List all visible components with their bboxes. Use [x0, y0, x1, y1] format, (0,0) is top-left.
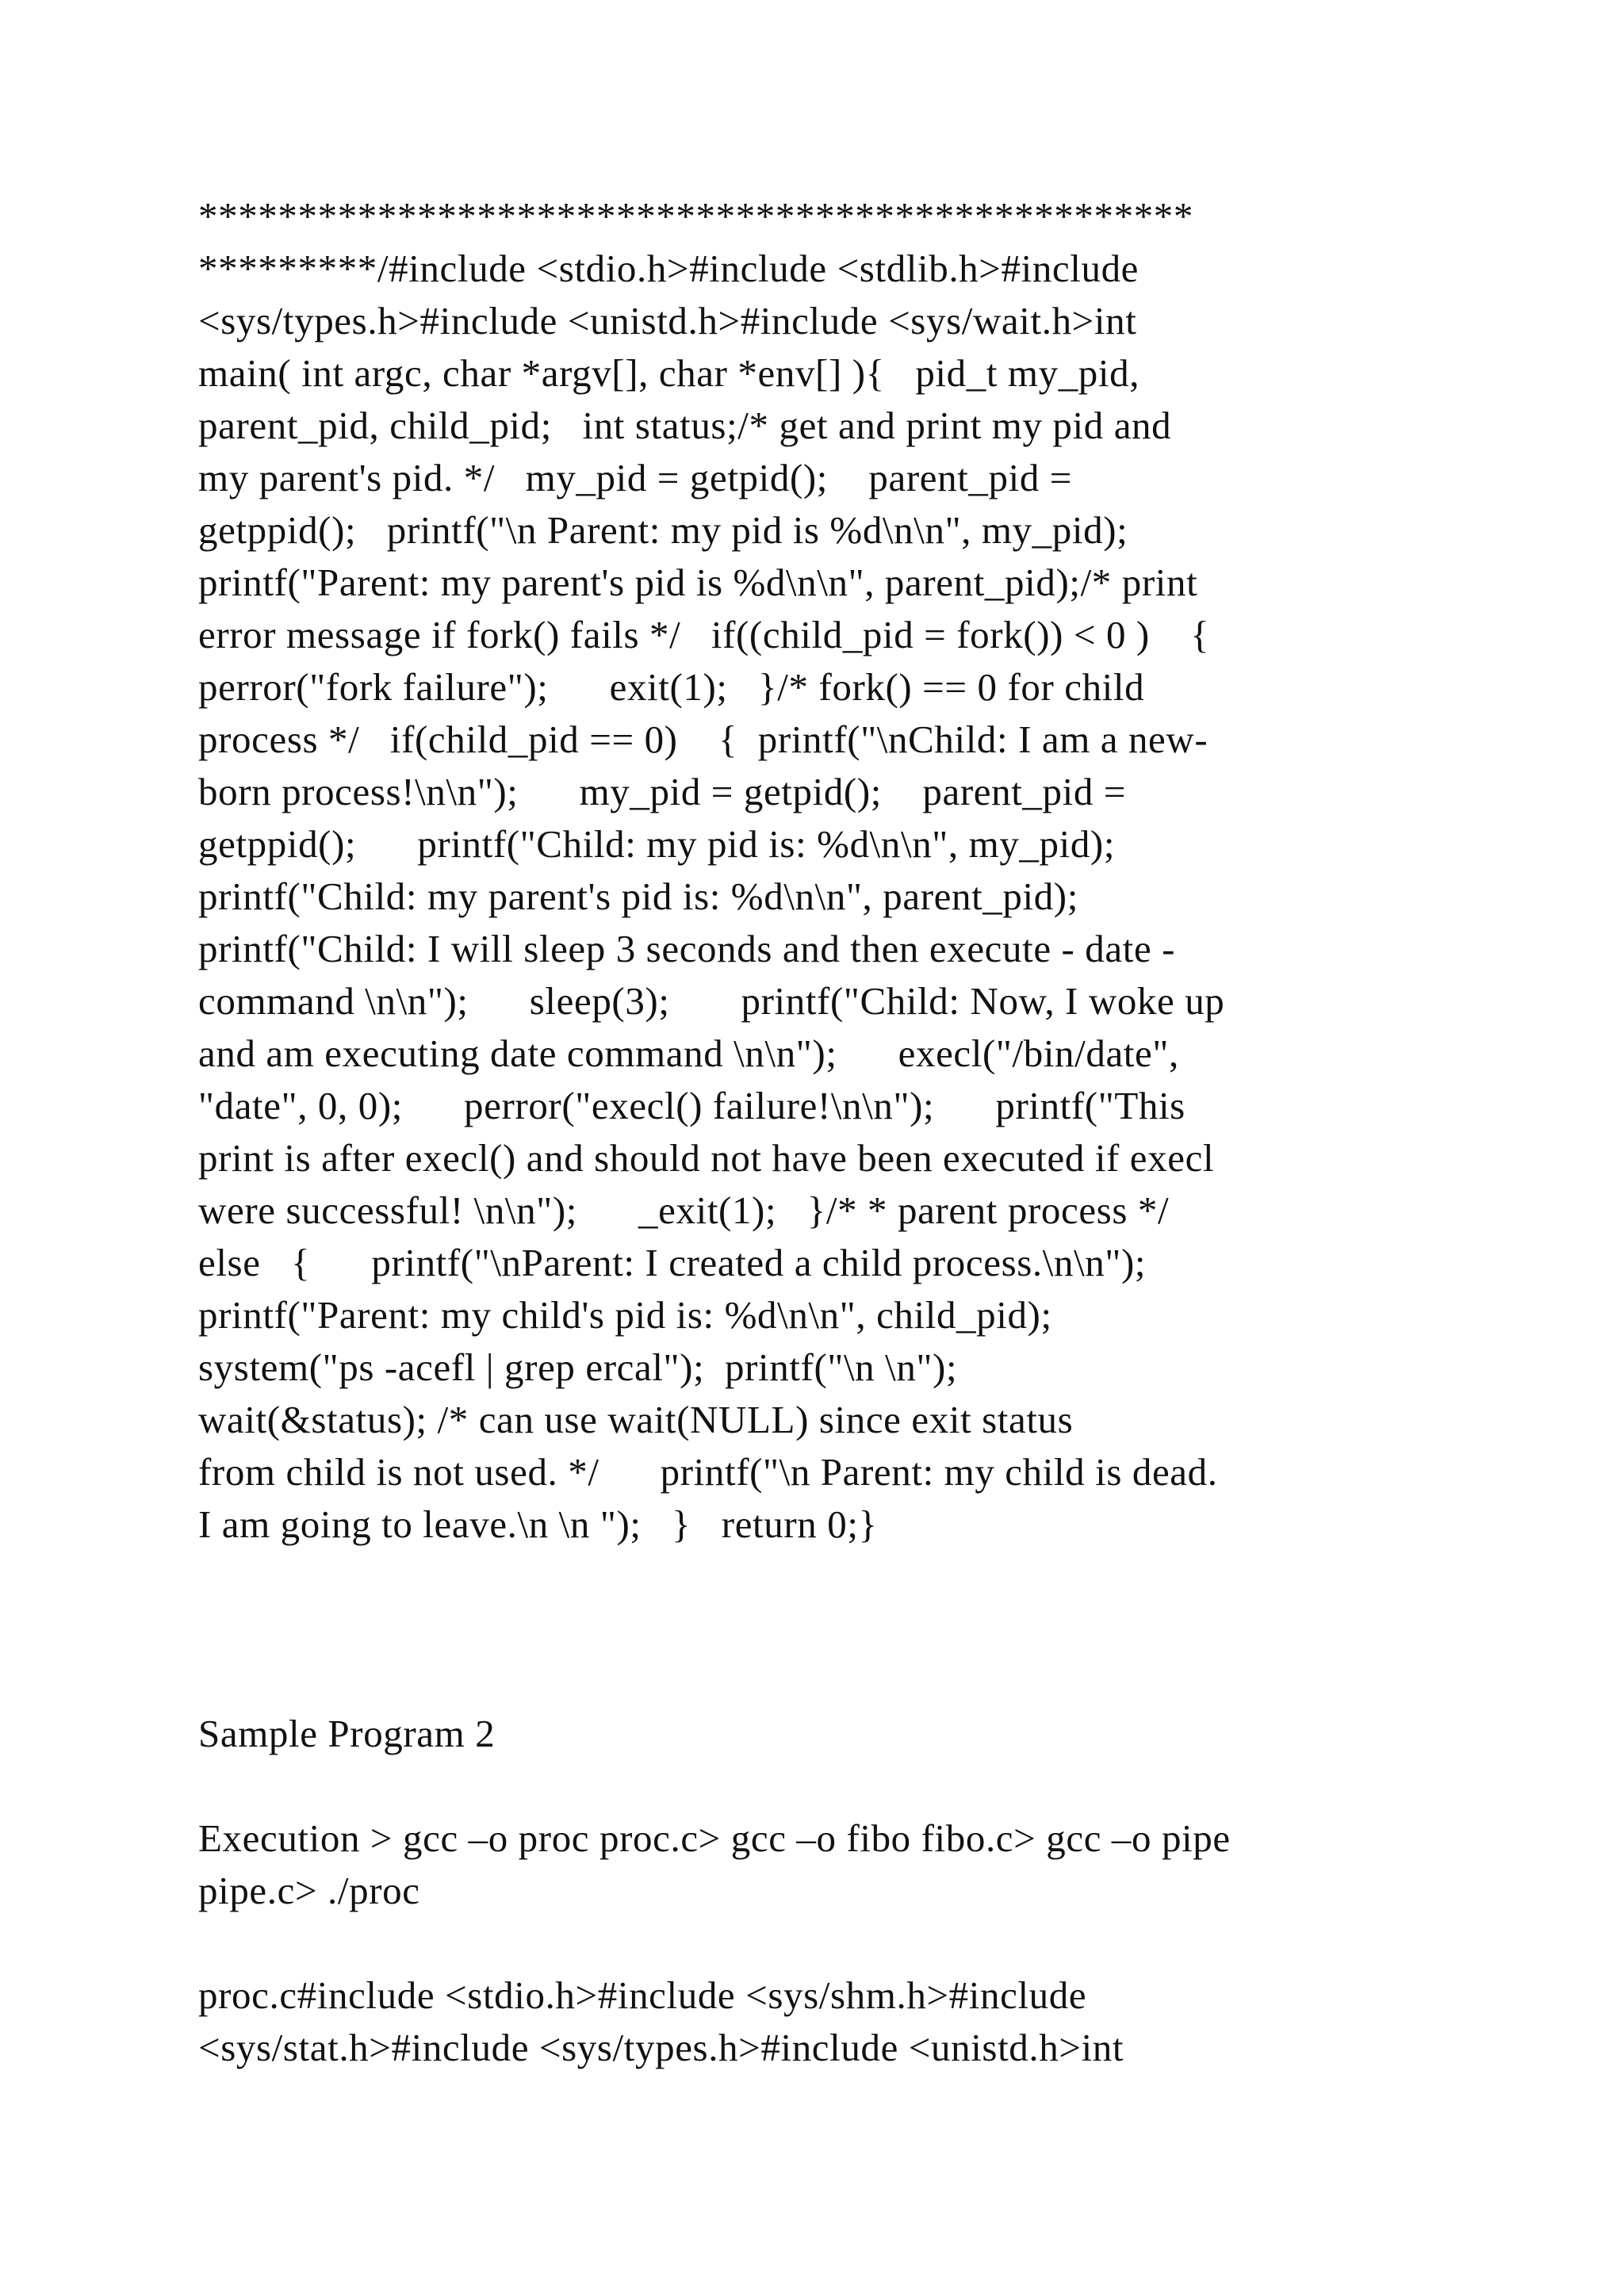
code-line: else { printf("\nParent: I created a child process.\n\n");	[198, 1241, 1147, 1284]
code-line: command \n\n"); sleep(3); printf("Child: Now, I woke up	[198, 979, 1225, 1023]
code-line: and am executing date command \n\n"); execl("/bin/date",	[198, 1031, 1179, 1075]
code-line: process */ if(child_pid == 0) { printf("\nChild: I am a new-	[198, 718, 1208, 761]
code-line: my parent's pid. */ my_pid = getpid(); parent_pid =	[198, 456, 1073, 499]
code-line: <sys/stat.h>#include <sys/types.h>#include <unistd.h>int	[198, 2026, 1124, 2069]
code-line: printf("Parent: my child's pid is: %d\n\n", child_pid);	[198, 1293, 1052, 1337]
code-line: proc.c#include <stdio.h>#include <sys/shm.h>#include	[198, 1973, 1087, 2017]
execution-line: pipe.c> ./proc	[198, 1869, 420, 1912]
code-line: "date", 0, 0); perror("execl() failure!\n\n"); printf("This	[198, 1084, 1185, 1127]
code-line: print is after execl() and should not have been executed if execl	[198, 1136, 1215, 1180]
execution-line: Execution > gcc –o proc proc.c> gcc –o fibo fibo.c> gcc –o pipe	[198, 1816, 1231, 1860]
code-line: *********/#include <stdio.h>#include <stdlib.h>#include	[198, 247, 1139, 290]
code-line: from child is not used. */ printf("\n Parent: my child is dead.	[198, 1450, 1218, 1494]
section-heading: Sample Program 2	[198, 1712, 496, 1755]
code-line: <sys/types.h>#include <unistd.h>#include <sys/wait.h>int	[198, 299, 1137, 342]
code-line: error message if fork() fails */ if((child_pid = fork()) < 0 ) {	[198, 613, 1210, 656]
code-line: system("ps -acefl | grep ercal"); printf("\n \n");	[198, 1345, 958, 1389]
code-line: getppid(); printf("Child: my pid is: %d\n\n", my_pid);	[198, 822, 1116, 866]
code-line: perror("fork failure"); exit(1); }/* fork() == 0 for child	[198, 665, 1145, 709]
code-line: getppid(); printf("\n Parent: my pid is %d\n\n", my_pid);	[198, 508, 1128, 552]
code-line: **************************************************	[198, 194, 1193, 238]
code-line: printf("Child: I will sleep 3 seconds and then execute - date -	[198, 927, 1176, 970]
code-line: printf("Parent: my parent's pid is %d\n\n", parent_pid);/* print	[198, 561, 1198, 604]
code-line: wait(&status); /* can use wait(NULL) since exit status	[198, 1398, 1074, 1441]
code-line: born process!\n\n"); my_pid = getpid(); parent_pid =	[198, 770, 1127, 813]
code-line: printf("Child: my parent's pid is: %d\n\n", parent_pid);	[198, 874, 1078, 918]
code-line: were successful! \n\n"); _exit(1); }/* * parent process */	[198, 1188, 1170, 1232]
code-line: main( int argc, char *argv[], char *env[] ){ pid_t my_pid,	[198, 351, 1140, 395]
code-line: parent_pid, child_pid; int status;/* get and print my pid and	[198, 404, 1172, 447]
code-line: I am going to leave.\n \n "); } return 0;}	[198, 1502, 878, 1546]
